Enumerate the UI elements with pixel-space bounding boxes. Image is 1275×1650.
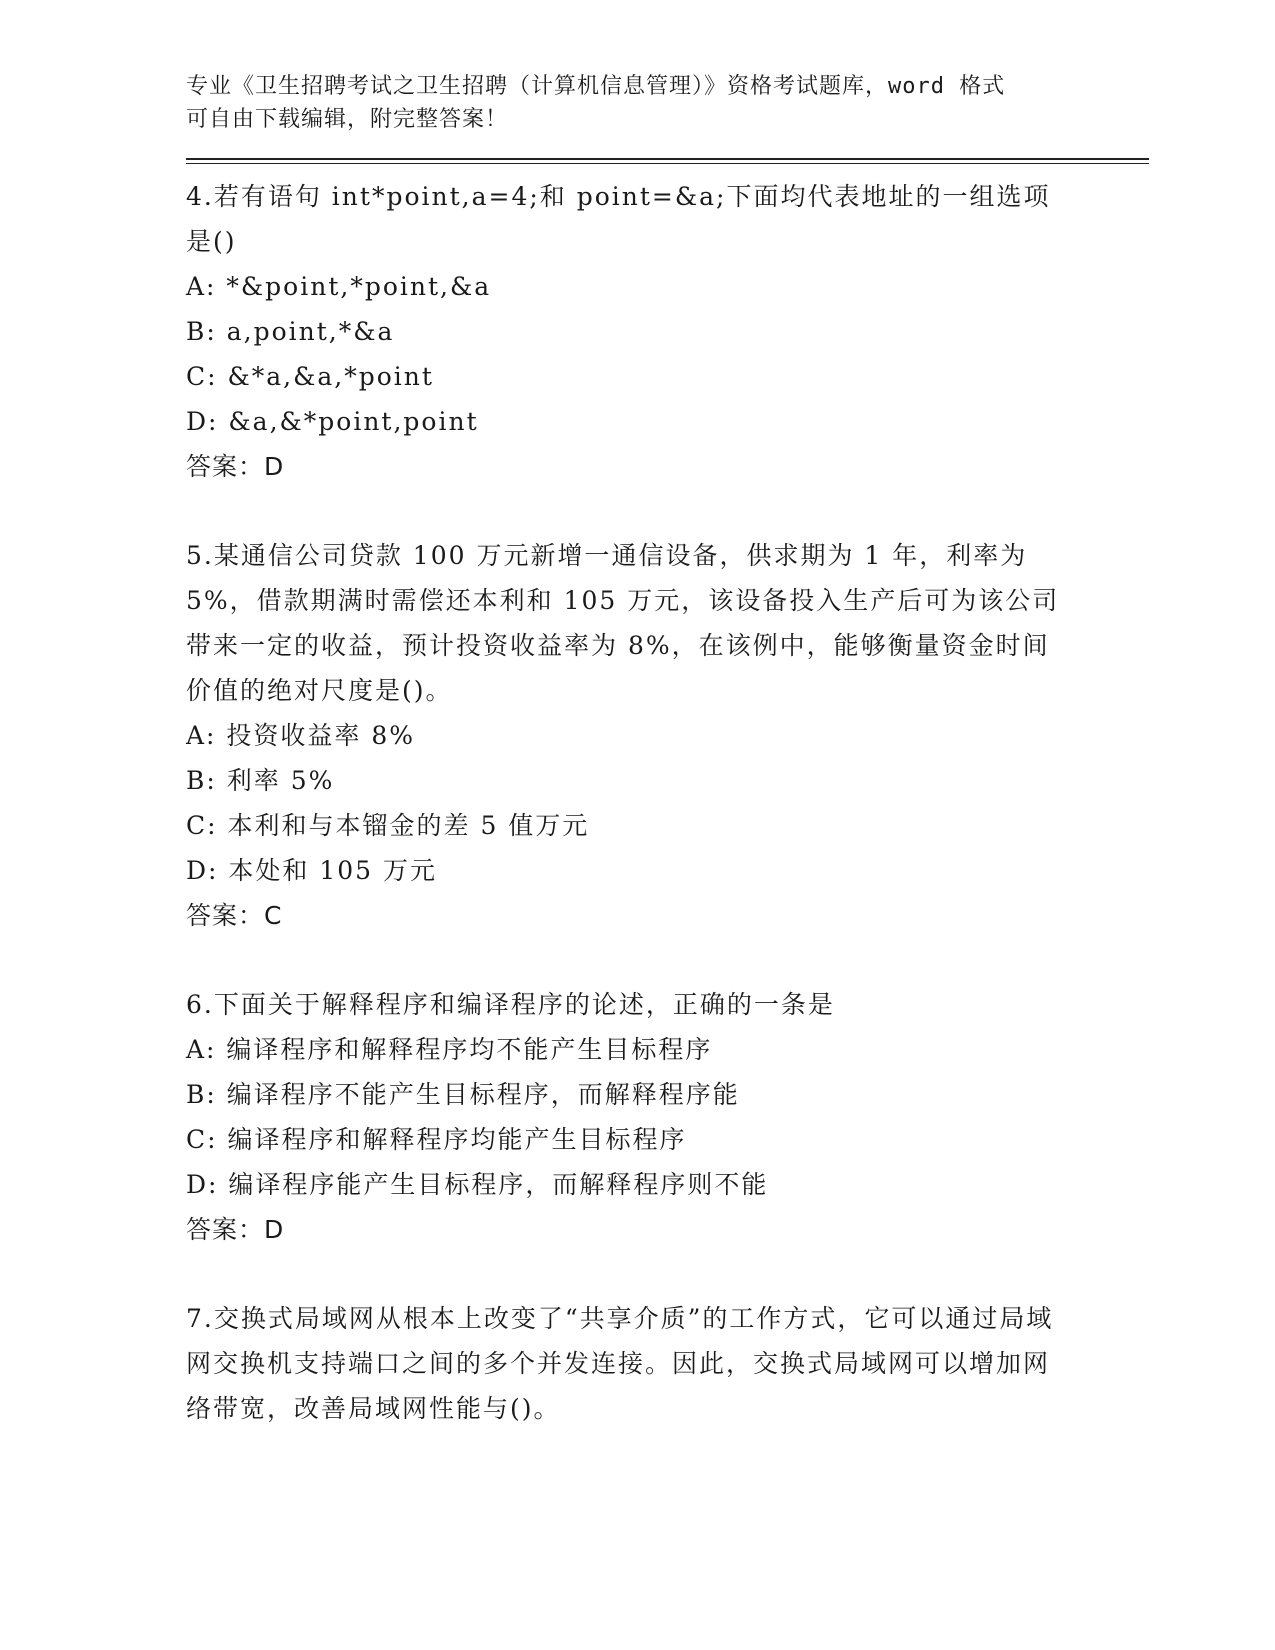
option-d: D: 本处和 105 万元: [186, 856, 438, 885]
document-header: [186, 70, 1056, 136]
header-divider: [186, 158, 1149, 164]
header-line-1: 专业《卫生招聘考试之卫生招聘（计算机信息管理）》资格考试题库，word 格式: [186, 74, 1006, 99]
question-stem: 7.交换式局域网从根本上改变了“共享介质”的工作方式，它可以通过局域网交换机支持端口之间的多个并发连接。因此，交换式局域网可以增加网络带宽，改善局域网性能与()。: [186, 1304, 1054, 1423]
question-stem: 4.若有语句 int*point,a=4;和 point=&a;下面均代表地址的一组选项是(): [186, 182, 1051, 256]
option-b: B: 编译程序不能产生目标程序，而解释程序能: [186, 1080, 740, 1109]
answer: 答案：D: [186, 1215, 285, 1244]
document-page: [186, 70, 1086, 1431]
option-c: C: &*a,&a,*point: [186, 362, 434, 391]
answer: 答案：D: [186, 452, 285, 481]
option-d: D: &a,&*point,point: [186, 407, 479, 436]
option-b: B: a,point,*&a: [186, 317, 395, 346]
question-4: [186, 174, 1086, 489]
question-stem: 5.某通信公司贷款 100 万元新增一通信设备，供求期为 1 年，利率为 5%，借款期满时需偿还本利和 105 万元，该设备投入生产后可为该公司带来一定的收益，预计投资收益率为 8%，在该例中，能够衡量资金时间价值的绝对尺度是()。: [186, 541, 1060, 705]
option-b: B: 利率 5%: [186, 766, 335, 795]
header-line-2: 可自由下载编辑，附完整答案！: [186, 107, 509, 132]
question-5: [186, 533, 1086, 938]
option-a: A: 投资收益率 8%: [186, 721, 416, 750]
option-a: A: 编译程序和解释程序均不能产生目标程序: [186, 1035, 713, 1064]
option-d: D: 编译程序能产生目标程序，而解释程序则不能: [186, 1170, 769, 1199]
question-7: [186, 1296, 1086, 1431]
question-stem: 6.下面关于解释程序和编译程序的论述，正确的一条是: [186, 990, 835, 1019]
option-c: C: 编译程序和解释程序均能产生目标程序: [186, 1125, 687, 1154]
option-a: A: *&point,*point,&a: [186, 272, 492, 301]
question-6: [186, 982, 1086, 1252]
option-c: C: 本利和与本镏金的差 5 值万元: [186, 811, 590, 840]
answer: 答案：C: [186, 901, 283, 930]
